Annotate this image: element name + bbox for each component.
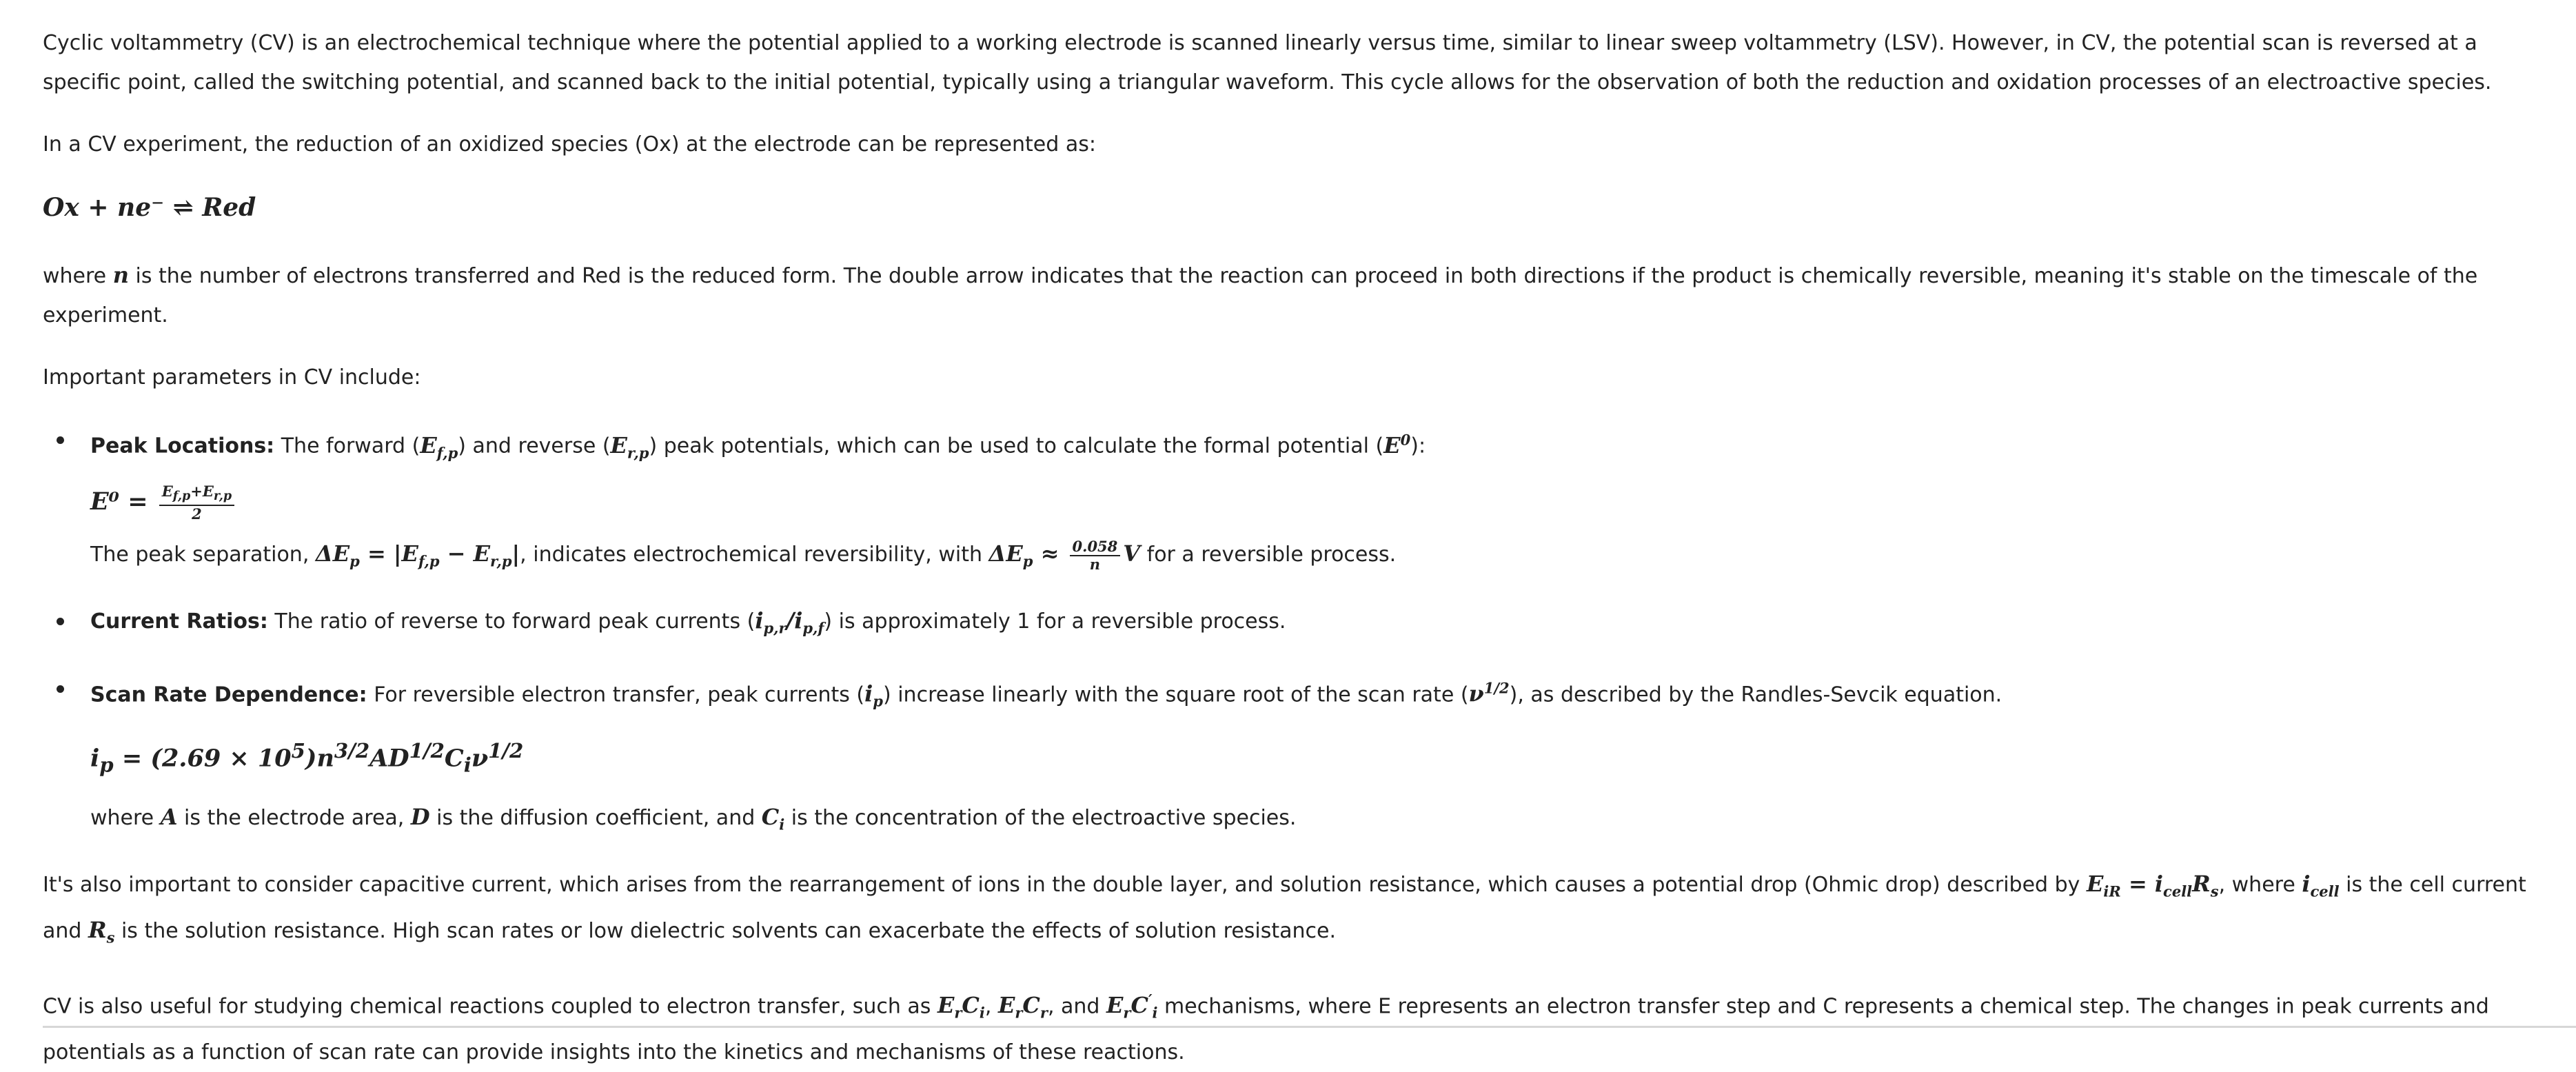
list-item-current-ratios (90, 601, 2537, 647)
list-item-scan-rate-dependence (90, 669, 2537, 844)
n-symbol: n (112, 262, 129, 288)
formal-potential-fraction: $\frac{E_{f,p}+E_{r,p}}{2}$ (159, 483, 234, 523)
bottom-divider (43, 1026, 2576, 1028)
peak-locations-text: Peak Locations: The forward $(E_{f,p})$ and reverse $(E_{r,p})$ peak potentials, which can be used to calculate the formal potential $(E^0)$: (90, 431, 1426, 462)
randles-sevcik-where-text: where A is the electrode area, D is the diffusion coefficient, and $C_i$ is the concentration of the electroactive species. (90, 803, 1297, 833)
mechanisms-paragraph: CV is also useful for studying chemical reactions coupled to electron transfer, such as $E_rC_i$, $E_rC_r$, and $E_rC'_i$ mechanisms, where E represents an electron transfer step and C represents a chemical step. The changes in peak currents and potentials as a function of scan rate can provide insights into the kinetics and mechanisms of these reactions. (43, 991, 2489, 1064)
peak-separation-text: The peak separation, $\Delta E_p = |E_{f,p} - E_{r,p}|$, indicates electrochemical reversibility, with $\Delta E_p$ ≈ $\frac{0.058}{n}$ V for a reversible process. (90, 537, 1397, 573)
current-ratios-title: Current Ratios: (90, 609, 268, 634)
reaction-equation: Ox + ne⁻ ⇌ Red (43, 193, 256, 222)
list-item-peak-locations (90, 420, 2537, 580)
scan-rate-text: Scan Rate Dependence: For reversible electron transfer, peak currents $(i_p)$ increase linearly with the square root of the scan rate $(\nu^{1/2})$, as described by the Randles-Sevcik equation. (90, 679, 2002, 710)
peak-locations-title: Peak Locations: (90, 434, 275, 458)
parameters-heading: Important parameters in CV include: (43, 365, 421, 390)
intro-paragraph: Cyclic voltammetry (CV) is an electrochemical technique where the potential applied to a working electrode is scanned linearly versus time, similar to linear sweep voltammetry (LSV). However, in CV, the potential scan is reversed at a specific point, called the switching potential, and scanned back to the initial potential, typically using a triangular waveform. This cycle allows for the observation of both the reduction and oxidation processes of an electroactive species. (43, 31, 2492, 94)
parameters-list (43, 420, 2537, 844)
current-ratios-text: Current Ratios: The ratio of reverse to forward peak currents $(i_{p,r}/i_{p,f})$ is approximately 1 for a reversible process. (90, 607, 1286, 637)
formal-potential-equation: E⁰ = $\frac{E_{f,p}+E_{r,p}}{2}$ (90, 479, 2537, 525)
reaction-intro-paragraph: In a CV experiment, the reduction of an oxidized species (Ox) at the electrode can be represented as: (43, 132, 1096, 156)
electron-transfer-paragraph: where n is the number of electrons transferred and Red is the reduced form. The double arrow indicates that the reaction can proceed in both directions if the product is chemically reversible, meaning it's stable on the timescale of the experiment. (43, 262, 2478, 327)
randles-sevcik-equation: $i_p = (2.69 \times 10^5)n^{3/2}AD^{1/2}C_i\nu^{1/2}$ (90, 738, 524, 777)
scan-rate-title: Scan Rate Dependence: (90, 682, 367, 707)
capacitive-current-paragraph: It's also important to consider capacitive current, which arises from the rearrangement of ions in the double layer, and solution resistance, which causes a potential drop (Ohmic drop) described by $E_{iR} = i_{cell}R_s$, where $i_{cell}$ is the cell current and $R_s$ is the solution resistance. High scan rates or low dielectric solvents can exacerbate the effects of solution resistance. (43, 870, 2526, 947)
